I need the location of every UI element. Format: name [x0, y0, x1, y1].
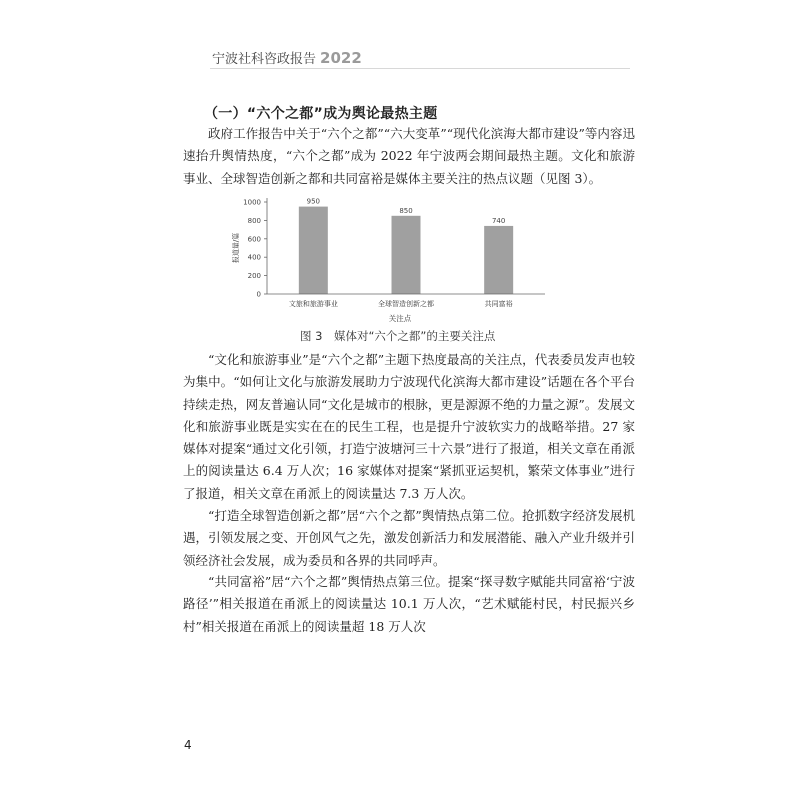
header-year: 2022: [320, 49, 362, 67]
x-axis-label: 关注点: [388, 314, 412, 323]
y-tick-label: 400: [247, 253, 261, 262]
running-header: [212, 48, 362, 67]
header-title: 宁波社科咨政报告: [212, 52, 317, 67]
x-axis: [267, 294, 545, 308]
x-tick-label: 全球智造创新之都: [378, 300, 434, 308]
bar: [299, 207, 328, 294]
header-rule: [210, 68, 630, 69]
paragraph-smart-manufacturing: “打造全球智造创新之都”居“六个之都”舆情热点第二位。抢抓数字经济发展机遇，引领发展之变、开创风气之先，激发创新活力和发展潜能、融入产业升级并引领经济社会发展，成为委员和各界的共同呼声。: [183, 508, 635, 568]
y-tick-label: 800: [247, 216, 261, 225]
paragraph-intro: 政府工作报告中关于“六个之都”“六大变革”“现代化滨海大都市建设”等内容迅速抬升舆情热度，“六个之都”成为 2022 年宁波两会期间最热主题。文化和旅游事业、全球智造创新之都和共同富裕是媒体主要关注的热点议题（见图 3）。: [183, 126, 635, 186]
y-tick-label: 1000: [243, 198, 261, 207]
paragraph-common-prosperity: “共同富裕”居“六个之都”舆情热点第三位。提案“探寻数字赋能共同富裕‘宁波路径’”相关报道在甬派上的阅读量达 10.1 万人次，“艺术赋能村民，村民振兴乡村”相关报道在甬派上的阅读量超 18 万人次: [183, 574, 635, 634]
section-heading: （一）“六个之都”成为舆论最热主题: [204, 106, 438, 122]
y-axis: [243, 198, 267, 299]
x-tick-label: 文旅和旅游事业: [288, 300, 338, 308]
y-tick-label: 0: [256, 290, 261, 299]
y-tick-label: 600: [247, 235, 261, 244]
y-tick-label: 200: [247, 272, 261, 281]
bar: [484, 226, 513, 294]
paragraph-culture-tourism: “文化和旅游事业”是“六个之都”主题下热度最高的关注点，代表委员发声也较为集中。“如何让文化与旅游发展助力宁波现代化滨海大都市建设”话题在各个平台持续走热，网友普遍认同“文化是城市的根脉，更是源源不绝的力量之源”。发展文化和旅游事业既是实实在在的民生工程，也是提升宁波软实力的战略举措。27 家媒体对提案“通过文化引领，打造宁波塘河三十六景”进行了报道，相关文章在甬派上的阅读量达 6.4 万人次；16 家媒体对提案“紧抓亚运契机，繁荣文体事业”进行了报道，相关文章在甬派上的阅读量达 7.3 万人次。: [183, 352, 635, 501]
y-axis-label: 报道量/篇: [232, 232, 240, 264]
bars-group: [299, 198, 513, 294]
data-label: 740: [491, 216, 506, 225]
chart-svg: [225, 190, 555, 325]
bar: [392, 216, 421, 294]
x-tick-label: 共同富裕: [484, 300, 513, 308]
page-number: 4: [184, 738, 192, 752]
bar-chart: [225, 190, 555, 325]
data-label: 850: [399, 206, 413, 215]
data-label: 950: [306, 197, 321, 206]
figure-caption: 图 3 媒体对“六个之都”的主要关注点: [300, 329, 496, 343]
